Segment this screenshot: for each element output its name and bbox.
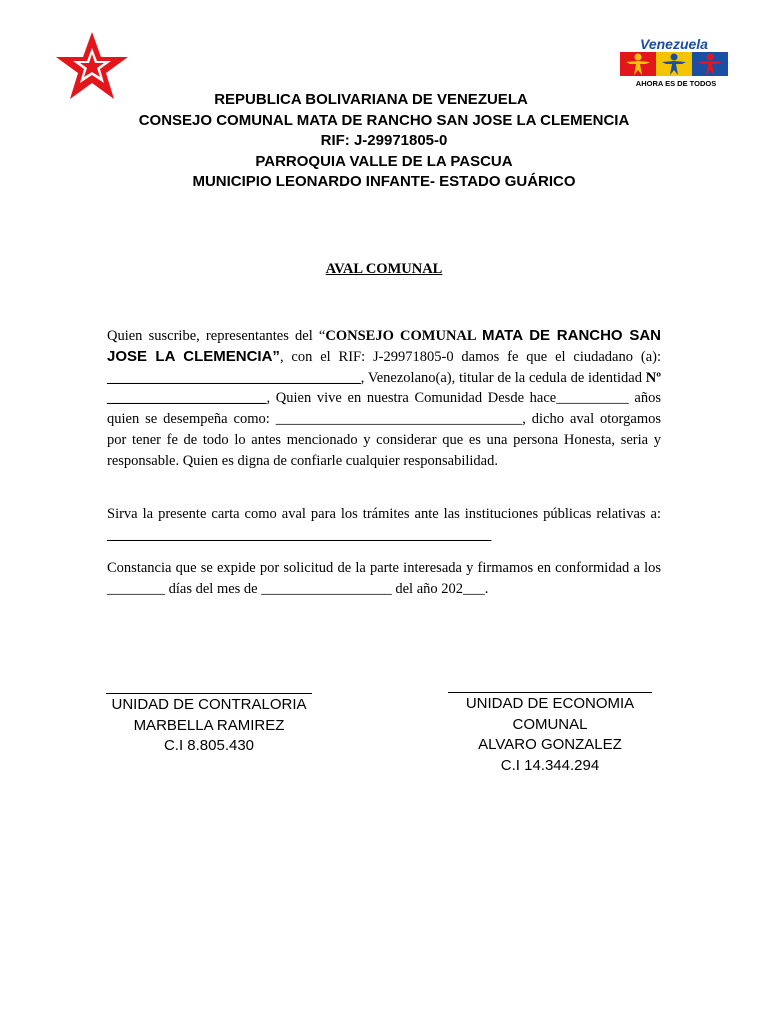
- logo-venezuela-text: Venezuela: [640, 36, 708, 52]
- signature-unit-continued: COMUNAL: [512, 715, 588, 733]
- signature-id: C.I 14.344.294: [500, 756, 600, 774]
- signature-unit: UNIDAD DE ECONOMIA: [465, 695, 635, 712]
- venezuela-figures-icon: [616, 36, 732, 90]
- signature-block-economia: [448, 676, 652, 776]
- signature-person: MARBELLA RAMIREZ: [133, 716, 285, 734]
- id-number-blank: ______________________: [107, 390, 267, 407]
- paragraph-certification: [107, 326, 661, 472]
- p1-text-1: Quien suscribe, representantes del “: [107, 328, 326, 344]
- signature-unit: UNIDAD DE CONTRALORIA: [111, 696, 307, 713]
- document-header: [0, 90, 768, 193]
- signature-id: C.I 8.805.430: [163, 737, 255, 754]
- citizen-name-blank: ___________________________________: [107, 369, 361, 386]
- signature-line: [448, 692, 652, 693]
- p1-text-4: , Quien vive en nuestra Comunidad Desde hace__________ años quien se desempeña como: __________________________________, dicho aval otorgamos por tener fe de todo lo antes mencionado y considerar que es una persona Honesta, seria y responsable. Quien es digna de confiarle cualquier responsabilidad.: [107, 390, 661, 469]
- header-line-council: CONSEJO COMUNAL MATA DE RANCHO SAN JOSE LA CLEMENCIA: [138, 111, 630, 129]
- logo-slogan-text: AHORA ES DE TODOS: [635, 79, 717, 88]
- p2-text: Sirva la presente carta como aval para los trámites ante las instituciones públicas relativas a:: [107, 506, 661, 522]
- p1-text-3: , Venezolano(a), titular de la cedula de identidad: [360, 369, 646, 386]
- paragraph-purpose: [107, 504, 661, 546]
- header-line-municipality: MUNICIPIO LEONARDO INFANTE- ESTADO GUÁRICO: [192, 173, 576, 190]
- p1-council-bold: CONSEJO COMUNAL: [325, 328, 482, 344]
- venezuela-logo: [616, 36, 732, 90]
- p1-council-name: MATA DE RANCHO SAN JOSE LA CLEMENCIA”: [107, 327, 661, 365]
- header-line-republic: REPUBLICA BOLIVARIANA DE VENEZUELA: [214, 91, 528, 108]
- document-title: AVAL COMUNAL: [325, 261, 443, 277]
- signature-person: ALVARO GONZALEZ: [478, 736, 622, 753]
- header-line-rif: RIF: J-29971805-0: [320, 132, 448, 149]
- id-number-label: Nº: [645, 369, 661, 386]
- signature-block-contraloria: [106, 676, 312, 757]
- signature-line: [106, 693, 312, 694]
- paragraph-constancy: Constancia que se expide por solicitud de la parte interesada y firmamos en conformidad a los ________ días del mes de __________________ del año 202___.: [107, 560, 661, 597]
- header-line-parish: PARROQUIA VALLE DE LA PASCUA: [255, 152, 513, 170]
- p1-text-2: , con el RIF: J-29971805-0 damos fe que el ciudadano (a):: [279, 348, 661, 365]
- purpose-blank: _____________________________________________________: [107, 526, 492, 543]
